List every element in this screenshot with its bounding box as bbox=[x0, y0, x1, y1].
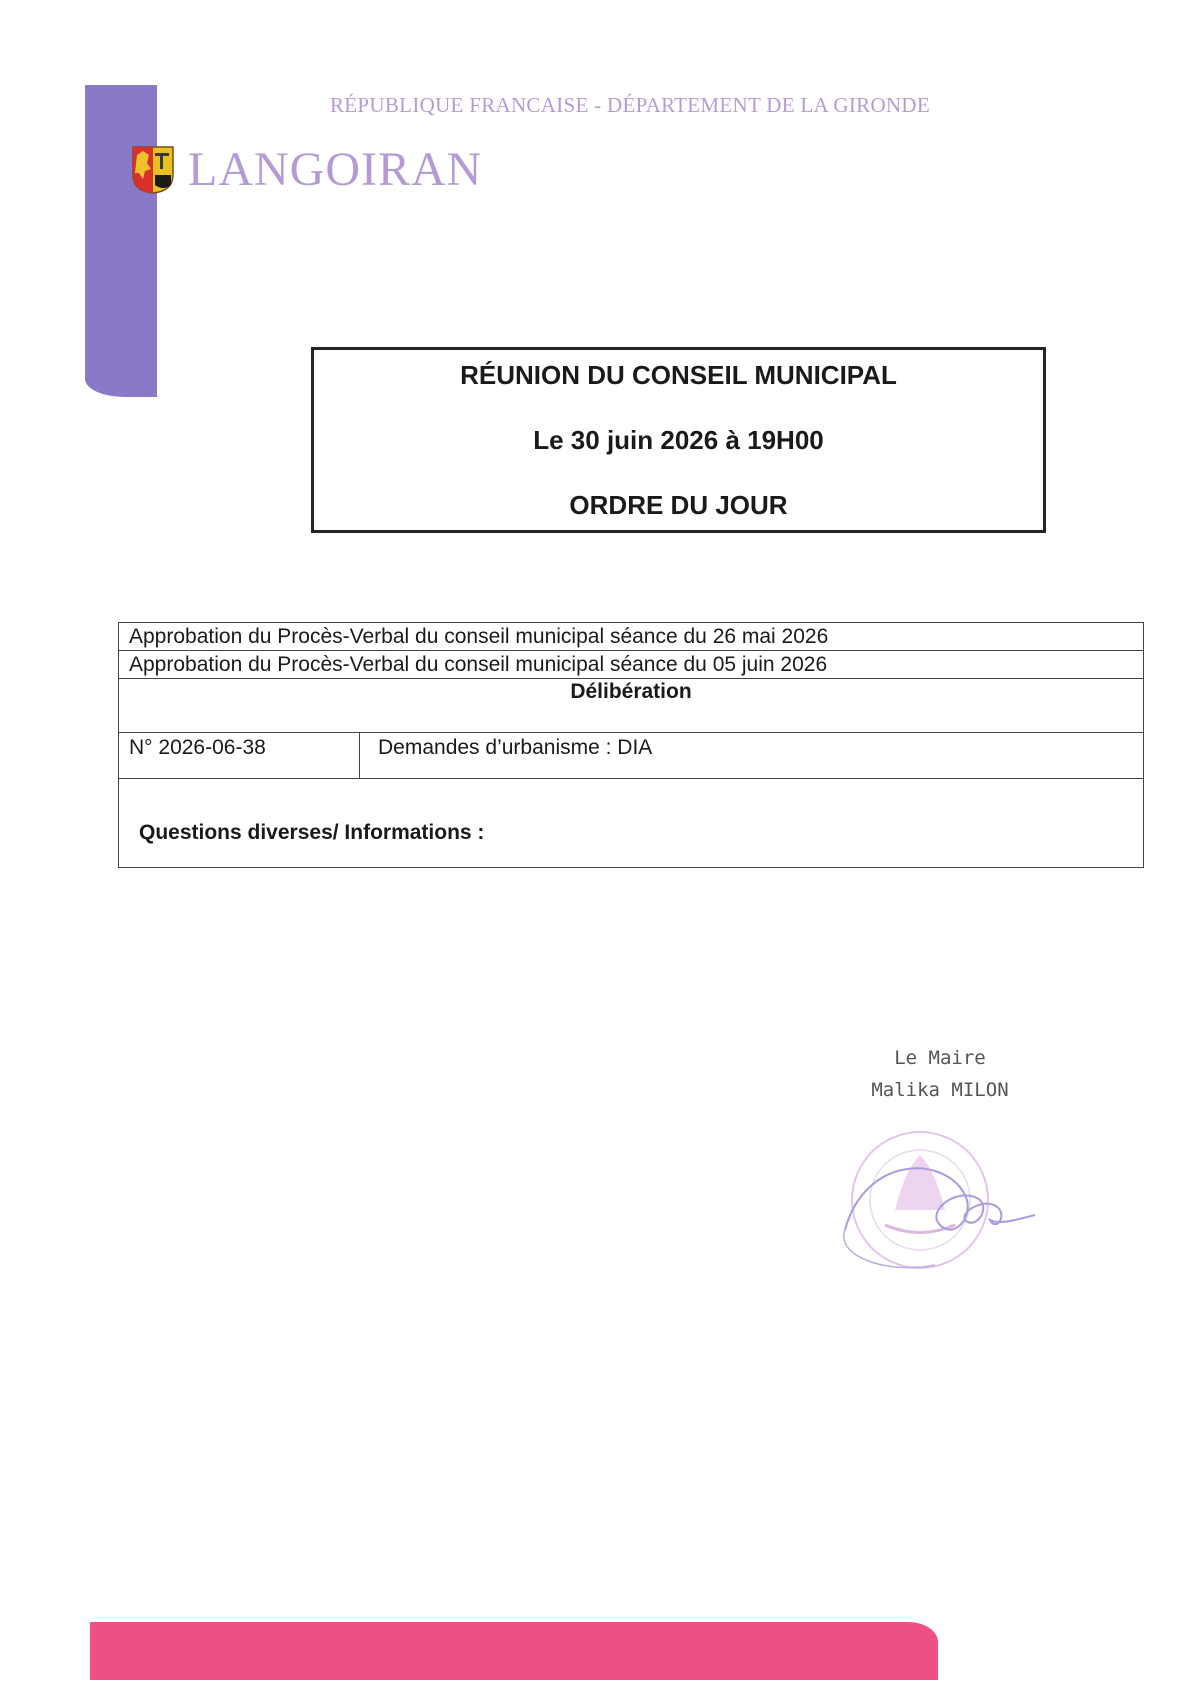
pv-approval-item: Approbation du Procès-Verbal du conseil municipal séance du 05 juin 2026 bbox=[119, 651, 1144, 679]
meeting-title: RÉUNION DU CONSEIL MUNICIPAL bbox=[460, 360, 897, 390]
deliberation-number: N° 2026-06-38 bbox=[119, 733, 360, 779]
signatory-name: Malika MILON bbox=[871, 1079, 1009, 1101]
signature-block bbox=[840, 1042, 1040, 1106]
official-stamp-and-signature bbox=[825, 1115, 1055, 1285]
signatory-role: Le Maire bbox=[894, 1047, 986, 1069]
table-row bbox=[119, 651, 1144, 679]
republic-department-line: RÉPUBLIQUE FRANCAISE - DÉPARTEMENT DE LA GIRONDE bbox=[330, 93, 930, 117]
meeting-date: Le 30 juin 2026 à 19H00 bbox=[533, 425, 824, 455]
pv-approval-item: Approbation du Procès-Verbal du conseil municipal séance du 26 mai 2026 bbox=[119, 623, 1144, 651]
pink-decorative-band bbox=[90, 1622, 938, 1680]
table-row bbox=[119, 779, 1144, 868]
meeting-title-box bbox=[311, 347, 1046, 533]
agenda-title: ORDRE DU JOUR bbox=[569, 490, 788, 520]
coat-of-arms-icon bbox=[131, 145, 175, 195]
table-row bbox=[119, 623, 1144, 651]
purple-decorative-band bbox=[85, 85, 157, 397]
table-row bbox=[119, 679, 1144, 733]
misc-questions-heading: Questions diverses/ Informations : bbox=[139, 821, 485, 844]
deliberation-label: Demandes d’urbanisme : DIA bbox=[360, 733, 1144, 779]
town-name: LANGOIRAN bbox=[188, 143, 483, 196]
table-row bbox=[119, 733, 1144, 779]
agenda-table bbox=[118, 622, 1144, 868]
deliberation-heading: Délibération bbox=[119, 679, 1144, 733]
